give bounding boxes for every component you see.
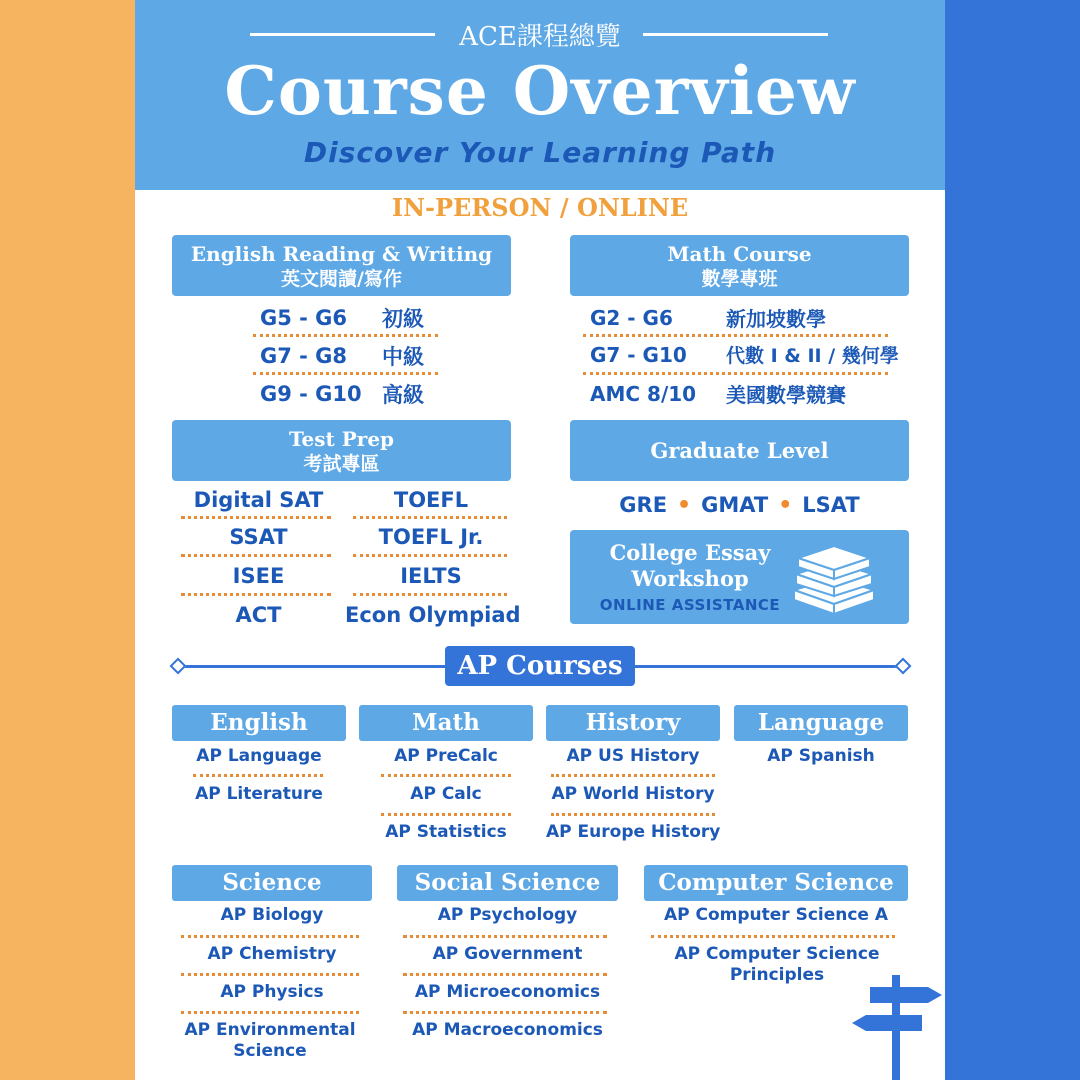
- math-course-label: [570, 235, 909, 296]
- english-title-zh: 英文閱讀/寫作: [281, 267, 402, 290]
- dotted-divider: [551, 813, 715, 816]
- dotted-divider: [181, 593, 331, 596]
- ap-category-science: Science: [172, 865, 372, 901]
- page-title: Course Overview: [224, 52, 856, 130]
- graduate-item: GMAT: [701, 493, 769, 517]
- ap-divider-left: [178, 665, 445, 668]
- math-grade: G7 - G10: [590, 342, 687, 367]
- eyebrow-title: ACE課程總覽: [459, 22, 621, 52]
- test-item: TOEFL Jr.: [378, 525, 484, 549]
- math-title-zh: 數學專班: [701, 267, 778, 290]
- books-icon: [788, 540, 880, 618]
- english-row: [260, 341, 424, 371]
- essay-subtitle: ONLINE ASSISTANCE: [599, 596, 781, 614]
- math-row: [590, 341, 899, 368]
- ap-course: AP Environmental Science: [184, 1020, 356, 1061]
- math-level: 新加坡數學: [726, 307, 826, 331]
- dotted-divider: [403, 1011, 607, 1014]
- header-banner: [135, 0, 945, 190]
- math-level: 美國數學競賽: [726, 383, 846, 407]
- ap-category-social-science: Social Science: [397, 865, 618, 901]
- separator-dot: •: [677, 493, 692, 518]
- english-title-en: English Reading & Writing: [190, 241, 493, 266]
- ap-course: AP Computer Science Principles: [674, 944, 880, 985]
- essay-title-line2: Workshop: [631, 566, 749, 591]
- test-item: ACT: [235, 603, 282, 627]
- ap-course: AP World History: [551, 784, 715, 804]
- graduate-item: LSAT: [802, 493, 860, 517]
- test-item: Econ Olympiad: [345, 603, 521, 627]
- dotted-divider: [651, 935, 895, 938]
- ap-course: AP Biology: [220, 905, 324, 925]
- ap-course: AP Psychology: [437, 905, 578, 925]
- dotted-divider: [353, 593, 507, 596]
- dotted-divider: [381, 813, 511, 816]
- dotted-divider: [583, 372, 888, 375]
- ap-courses-title: AP Courses: [445, 646, 635, 686]
- dotted-divider: [583, 334, 888, 337]
- tagline: Discover Your Learning Path: [303, 136, 777, 169]
- course-overview-panel: [135, 0, 945, 1080]
- dotted-divider: [181, 973, 359, 976]
- signpost-icon: [850, 975, 945, 1080]
- dotted-divider: [353, 554, 507, 557]
- english-grade: G9 - G10: [260, 382, 362, 406]
- dotted-divider: [381, 774, 511, 777]
- dotted-divider: [193, 774, 323, 777]
- ap-course: AP US History: [566, 746, 700, 766]
- dotted-divider: [181, 1011, 359, 1014]
- diamond-icon: [895, 658, 912, 675]
- delivery-mode: IN-PERSON / ONLINE: [391, 193, 689, 222]
- ap-course: AP Statistics: [385, 822, 507, 842]
- math-level: 代數 I & II / 幾何學: [726, 345, 899, 367]
- ap-divider-right: [635, 665, 901, 668]
- ap-category-history: History: [546, 705, 720, 741]
- dotted-divider: [181, 935, 359, 938]
- dotted-divider: [403, 973, 607, 976]
- math-row: [590, 379, 846, 408]
- dotted-divider: [181, 516, 331, 519]
- math-grade: G2 - G6: [590, 305, 673, 330]
- ap-course: AP Spanish: [767, 746, 875, 766]
- test-prep-title-en: Test Prep: [288, 426, 395, 451]
- ap-course: AP Macroeconomics: [412, 1020, 603, 1040]
- ap-course: AP Chemistry: [207, 944, 337, 964]
- ap-category-english: English: [172, 705, 346, 741]
- ap-course: AP Microeconomics: [414, 982, 601, 1002]
- english-level: 中級: [382, 345, 424, 369]
- ap-category-language: Language: [734, 705, 908, 741]
- test-item: IELTS: [400, 564, 462, 588]
- math-grade: AMC 8/10: [590, 381, 697, 406]
- ap-course: AP Language: [196, 746, 322, 766]
- english-grade: G5 - G6: [260, 306, 348, 330]
- ap-course: AP Computer Science A: [663, 905, 889, 925]
- diamond-icon: [170, 658, 187, 675]
- dotted-divider: [253, 334, 438, 337]
- ap-course: AP Literature: [195, 784, 323, 804]
- ap-course: AP Europe History: [546, 822, 721, 842]
- graduate-tests: [570, 493, 909, 518]
- essay-title-line1: College Essay: [609, 540, 771, 565]
- english-grade: G7 - G8: [260, 344, 348, 368]
- ap-category-computer-science: Computer Science: [644, 865, 908, 901]
- dotted-divider: [181, 554, 331, 557]
- english-level: 初級: [382, 307, 424, 331]
- english-row: [260, 379, 424, 409]
- ap-course: AP PreCalc: [394, 746, 498, 766]
- dotted-divider: [551, 774, 715, 777]
- math-title-en: Math Course: [667, 241, 812, 266]
- test-prep-label: [172, 420, 511, 481]
- separator-dot: •: [778, 493, 793, 518]
- english-row: [260, 303, 424, 333]
- ap-course: AP Government: [432, 944, 583, 964]
- dotted-divider: [353, 516, 507, 519]
- graduate-item: GRE: [619, 493, 668, 517]
- left-orange-band: [0, 0, 135, 1080]
- graduate-title: Graduate Level: [650, 437, 829, 463]
- test-item: TOEFL: [393, 488, 469, 512]
- dotted-divider: [403, 935, 607, 938]
- essay-title: [570, 540, 810, 592]
- ap-category-math: Math: [359, 705, 533, 741]
- graduate-level-label: [570, 420, 909, 481]
- math-row: [590, 303, 826, 332]
- english-level: 高級: [382, 383, 424, 407]
- test-item: Digital SAT: [193, 488, 324, 512]
- dotted-divider: [253, 372, 438, 375]
- college-essay-workshop-card: [570, 530, 909, 624]
- ap-course: AP Calc: [410, 784, 482, 804]
- right-blue-band: [945, 0, 1080, 1080]
- test-item: ISEE: [232, 564, 285, 588]
- test-prep-title-zh: 考試專區: [303, 452, 380, 475]
- ap-course: AP Physics: [220, 982, 324, 1002]
- english-course-label: [172, 235, 511, 296]
- test-item: SSAT: [229, 525, 288, 549]
